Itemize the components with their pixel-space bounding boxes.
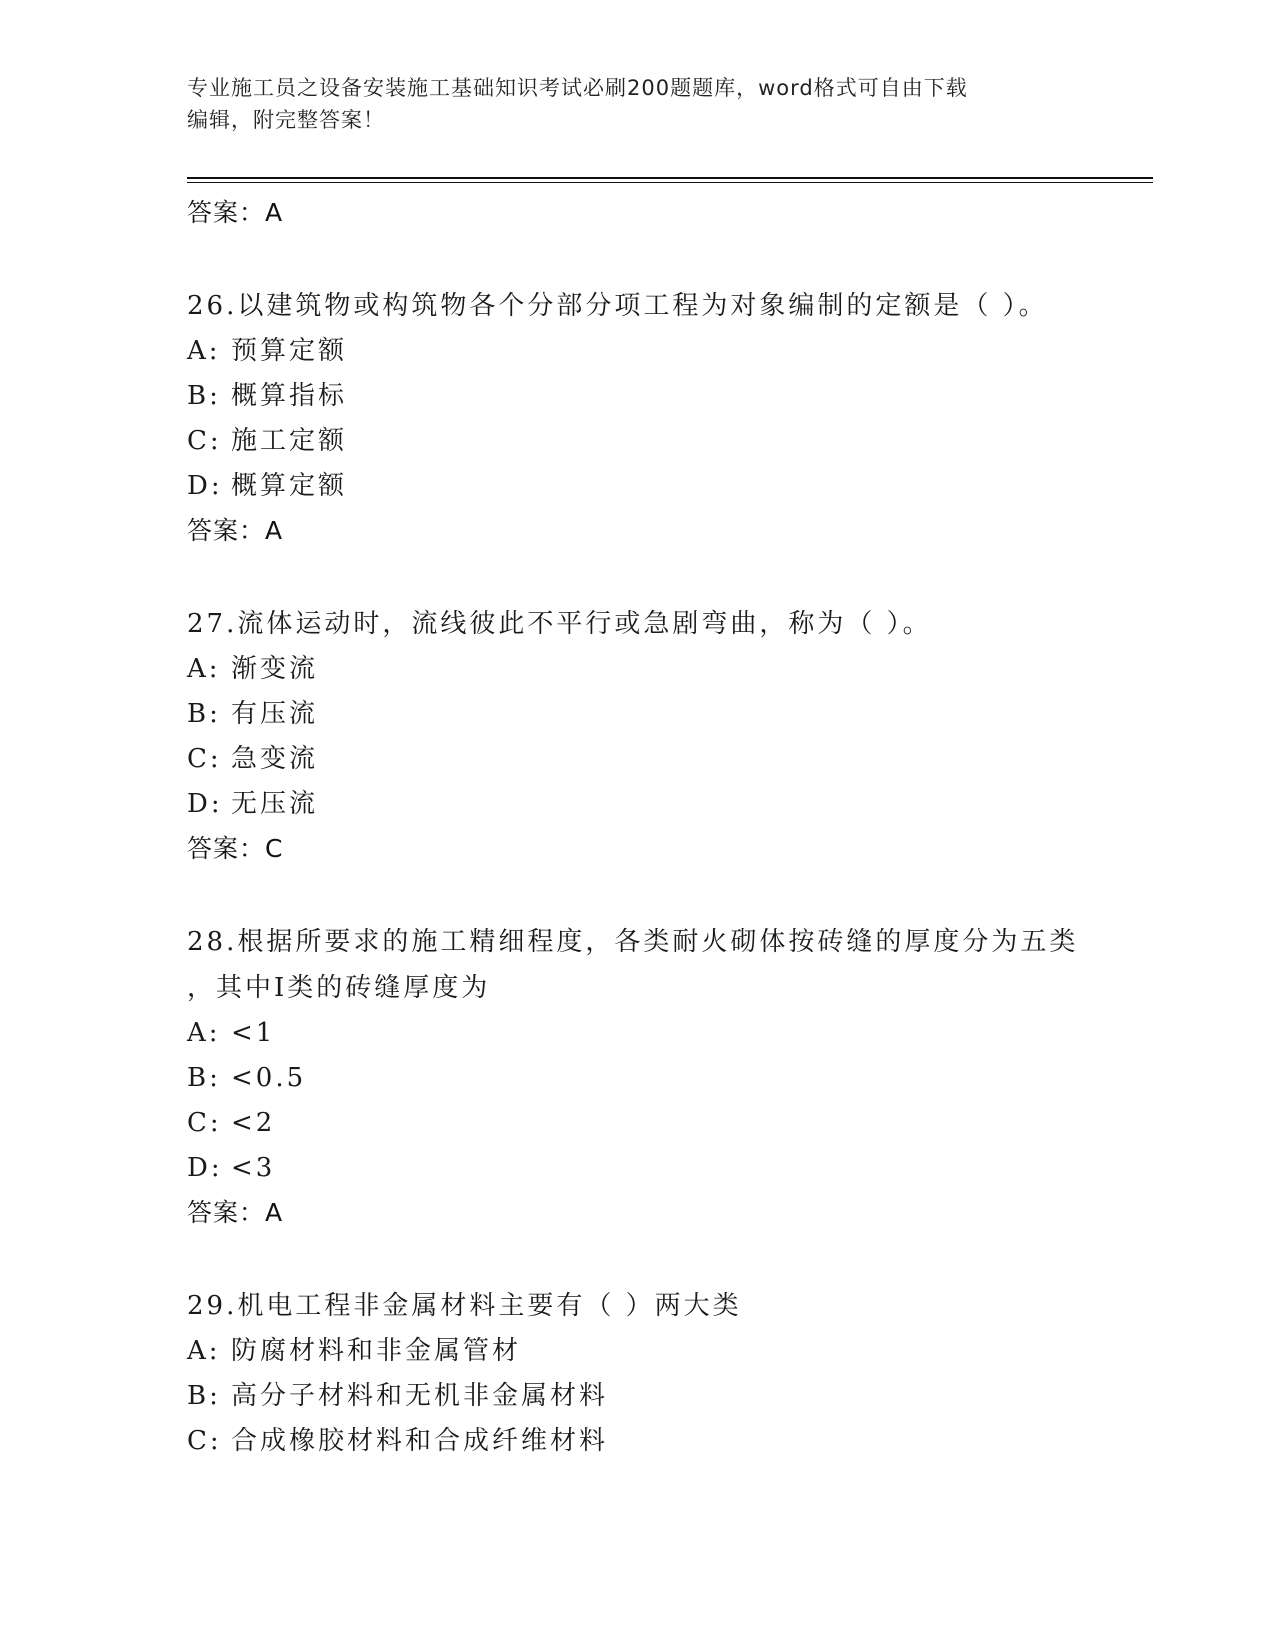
option-b [187, 692, 1087, 737]
question-text: 29.机电工程非金属材料主要有（ ）两大类 [187, 1291, 742, 1321]
option-d [187, 782, 1087, 827]
option-text: <0.5 [231, 1063, 307, 1093]
option-letter: C: [187, 1108, 222, 1138]
question-text: 27.流体运动时，流线彼此不平行或急剧弯曲，称为（ ）。 [187, 609, 932, 639]
option-c [187, 737, 1087, 782]
question-item-28 [187, 919, 1087, 1235]
option-letter: B: [187, 699, 221, 729]
option-letter: A: [187, 336, 221, 366]
spacer [187, 553, 1087, 601]
option-text: 无压流 [231, 789, 319, 819]
answer: 答案：C [187, 834, 284, 863]
option-text: 合成橡胶材料和合成纤维材料 [231, 1426, 609, 1456]
option-letter: B: [187, 1381, 221, 1411]
option-text: <1 [231, 1018, 276, 1048]
option-letter: C: [187, 1426, 222, 1456]
option-b [187, 1056, 1087, 1101]
option-text: 有压流 [231, 699, 319, 729]
option-text: 预算定额 [231, 336, 348, 366]
spacer [187, 871, 1087, 919]
header-title-line-2: 编辑，附完整答案！ [187, 108, 385, 132]
answer: 答案：A [187, 516, 284, 545]
header-title-line-1: 专业施工员之设备安装施工基础知识考试必刷200题题库，word格式可自由下载 [187, 76, 968, 100]
option-letter: B: [187, 381, 221, 411]
question-text: 26.以建筑物或构筑物各个分部分项工程为对象编制的定额是（ ）。 [187, 291, 1048, 321]
option-letter: D: [187, 471, 223, 501]
option-c [187, 419, 1087, 464]
question-item-27 [187, 601, 1087, 871]
option-text: <3 [231, 1153, 276, 1183]
option-letter: A: [187, 654, 221, 684]
option-b [187, 374, 1087, 419]
option-letter: C: [187, 744, 222, 774]
header-rule-thick [187, 177, 1153, 179]
option-text: <2 [231, 1108, 276, 1138]
option-letter: D: [187, 789, 223, 819]
option-text: 渐变流 [231, 654, 319, 684]
option-text: 急变流 [231, 744, 319, 774]
question-item-29 [187, 1283, 1087, 1464]
previous-answer: 答案：A [187, 198, 284, 227]
option-letter: A: [187, 1018, 221, 1048]
option-a [187, 647, 1087, 692]
option-text: 概算定额 [231, 471, 348, 501]
option-text: 高分子材料和无机非金属材料 [231, 1381, 609, 1411]
option-letter: D: [187, 1153, 223, 1183]
option-text: 施工定额 [231, 426, 348, 456]
spacer [187, 235, 1087, 283]
question-text-line-1: 28.根据所要求的施工精细程度，各类耐火砌体按砖缝的厚度分为五类 [187, 927, 1079, 957]
option-b [187, 1374, 1087, 1419]
option-text: 概算指标 [231, 381, 348, 411]
option-d [187, 1146, 1087, 1191]
option-a [187, 329, 1087, 374]
question-text-line-2: ，其中Ⅰ类的砖缝厚度为 [187, 973, 491, 1003]
answer: 答案：A [187, 1198, 284, 1227]
option-c [187, 1101, 1087, 1146]
header-rule-thin [187, 182, 1153, 183]
option-letter: C: [187, 426, 222, 456]
question-list [187, 191, 1087, 1464]
document-header [187, 72, 1067, 136]
option-a [187, 1011, 1087, 1056]
option-letter: A: [187, 1336, 221, 1366]
option-text: 防腐材料和非金属管材 [231, 1336, 522, 1366]
option-a [187, 1329, 1087, 1374]
option-c [187, 1419, 1087, 1464]
spacer [187, 1235, 1087, 1283]
option-d [187, 464, 1087, 509]
question-item-26 [187, 283, 1087, 553]
option-letter: B: [187, 1063, 221, 1093]
